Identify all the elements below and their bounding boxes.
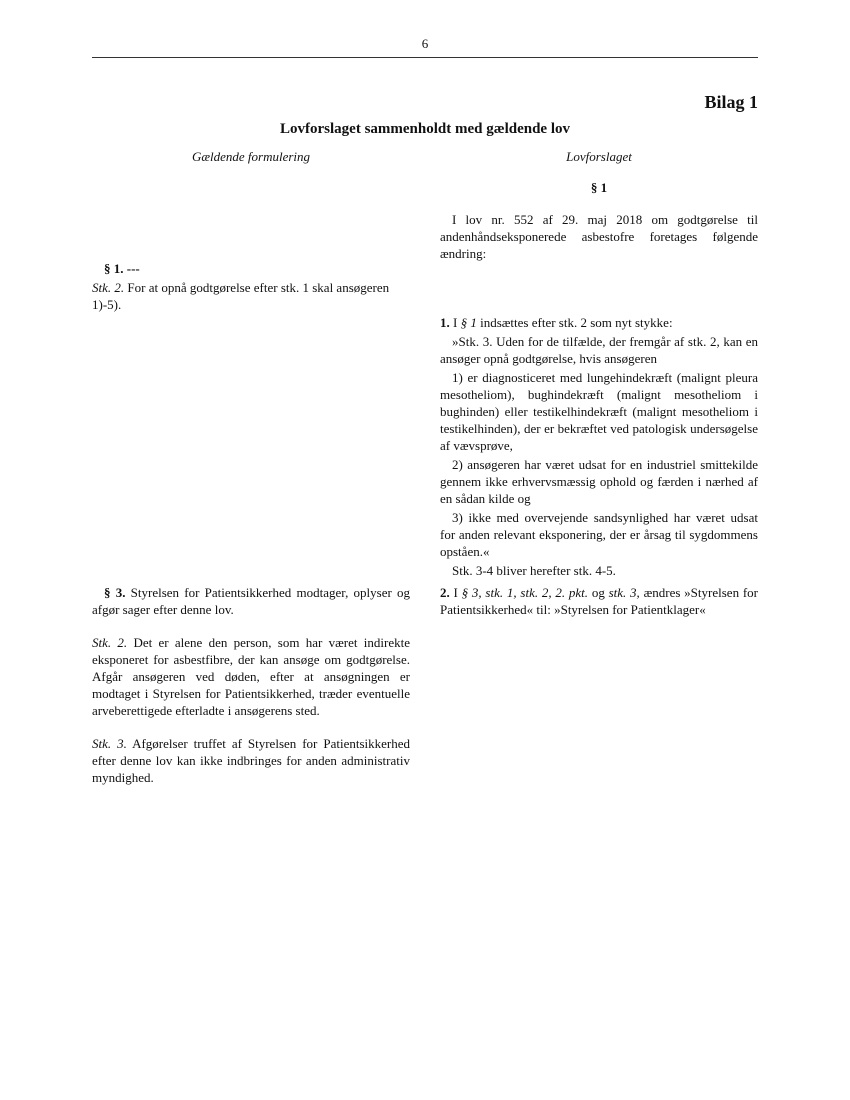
section-3-text: Styrelsen for Patientsikkerhed modtager, oplyser og afgør sager efter denne lov. bbox=[92, 585, 411, 617]
amendment-2-reference-2: stk. 3, bbox=[608, 585, 640, 600]
section-3-stk-3-label: Stk. 3. bbox=[92, 736, 127, 751]
amendment-2-number: 2. bbox=[440, 585, 450, 600]
current-section-1 bbox=[92, 260, 410, 313]
proposal-intro: I lov nr. 552 af 29. maj 2018 om godtgørelse til andenhåndseksponerede asbestofre foretages følgende ændring: bbox=[440, 212, 758, 261]
amendment-2: 2. I § 3, stk. 1, stk. 2, 2. pkt. og stk. 3, ændres »Styrelsen for Patientsikkerhed« til: »Styrelsen for Patientklager« bbox=[440, 585, 758, 617]
header-rule bbox=[92, 57, 758, 58]
amendment-2-text: ændres »Styrelsen for Patientsikkerhed« til: »Styrelsen for Patientklager« bbox=[440, 585, 758, 617]
section-3-stk-2-label: Stk. 2. bbox=[92, 635, 128, 650]
amendment-1: 1. I § 1 indsættes efter stk. 2 som nyt stykke: »Stk. 3. Uden for de tilfælde, der fremgår af stk. 2, kan en ansøger opnå godtgørelse, hvis ansøgeren 1) er diagnosticeret med lungehindekræft (malignt pleura mesotheliom), bughindekræft (malignt mesotheliom i bughinden) eller testikelhindekræft (malignt mesotheliom i testikelhinden), der er bekræftet ved patologisk undersøgelse af vævsprøve, 2) ansøgeren har været udsat for en industriel smittekilde gennem ikke erhvervsmæssig ophold og færden i nærhed af en sådan kilde og 3) ikke med overvejende sandsynlighed har været udsat for anden relevant eksponering, der er årsag til sygdommens opståen.« Stk. 3-4 bliver herefter stk. 4-5. bbox=[440, 315, 758, 578]
amendment-2-reference: § 3, stk. 1, stk. 2, 2. pkt. bbox=[461, 585, 589, 600]
amendment-1-number: 1. bbox=[440, 315, 450, 330]
section-3-stk-3-text: Afgørelser truffet af Styrelsen for Patientsikkerhed efter denne lov kan ikke indbringes for anden administrativ myndighed. bbox=[92, 736, 410, 785]
new-stk-3-item-3: 3) ikke med overvejende sandsynlighed har været udsat for anden relevant eksponering, der er årsag til sygdommens opståen.« bbox=[440, 510, 758, 559]
stk-2-label: Stk. 2. bbox=[92, 280, 125, 295]
amendment-1-reference: § 1 bbox=[460, 315, 477, 330]
column-heading-current: Gældende formulering bbox=[191, 149, 311, 164]
document-title: Lovforslaget sammenholdt med gældende lov bbox=[280, 121, 570, 137]
column-heading-proposal: Lovforslaget bbox=[566, 149, 632, 164]
renumbering-note: Stk. 3-4 bliver herefter stk. 4-5. bbox=[452, 563, 616, 578]
proposal-section-sign: § 1 bbox=[590, 180, 608, 195]
page-number: 6 bbox=[421, 36, 429, 51]
section-1-heading: § 1. --- bbox=[104, 261, 140, 276]
new-stk-3-item-1: 1) er diagnosticeret med lungehindekræft (malignt pleura mesotheliom), bughindekræft (malignt mesotheliom i bughinden) eller testikelhindekræft (malignt mesotheliom i testikelhinden), der er bekræftet ved patologisk undersøgelse af vævsprøve, bbox=[440, 370, 758, 453]
stk-2-text: For at opnå godtgørelse efter stk. 1 skal ansøgeren 1)-5). bbox=[92, 280, 390, 312]
new-stk-3-text: »Stk. 3. Uden for de tilfælde, der fremgår af stk. 2, kan en ansøger opnå godtgørelse, hvis ansøgeren bbox=[440, 334, 758, 366]
section-3-heading: § 3. bbox=[104, 585, 126, 600]
new-stk-3-item-2: 2) ansøgeren har været udsat for en industriel smittekilde gennem ikke erhvervsmæssig ophold og færden i nærhed af en sådan kilde og bbox=[440, 457, 758, 506]
current-section-3 bbox=[92, 584, 410, 786]
section-3-stk-2-text: Det er alene den person, som har været indirekte eksponeret for asbestfibre, der kan ansøge om godtgørelse. Afgår ansøgeren ved døden, efter at ansøgningen er modtaget i Styrelsen for Patientsikkerhed, træder eventuelle arveberettigede efterladte i ansøgerens sted. bbox=[92, 635, 411, 718]
annex-label: Bilag 1 bbox=[704, 92, 758, 112]
